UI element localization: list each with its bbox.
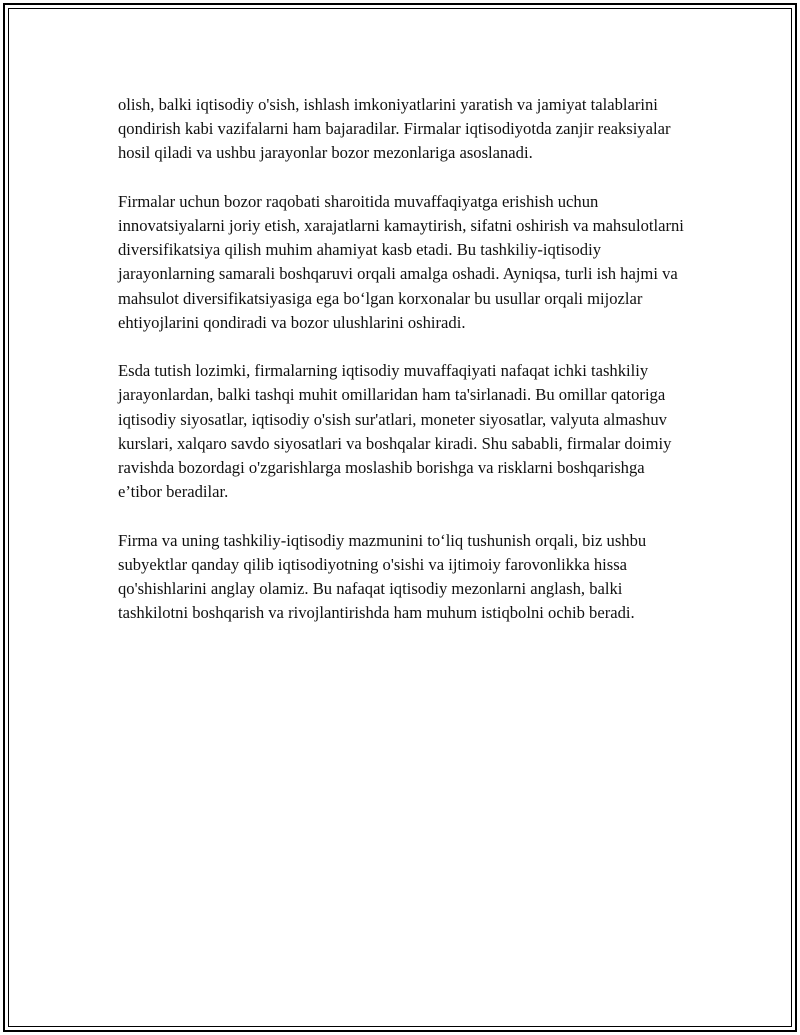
paragraph-3: Esda tutish lozimki, firmalarning iqtisodiy muvaffaqiyati nafaqat ichki tashkiliy jarayonlardan, balki tashqi muhit omillaridan ham ta'sirlanadi. Bu omillar qatoriga iqtisodiy siyosatlar, iqtisodiy o'sish sur'atlari, moneter siyosatlar, valyuta almashuv kurslari, xalqaro savdo siyosatlari va boshqalar kiradi. Shu sababli, firmalar doimiy ravishda bozordagi o'zgarishlarga moslashib borishga va risklarni boshqarishga e’tibor beradilar. [118, 361, 672, 502]
paragraph-2: Firmalar uchun bozor raqobati sharoitida muvaffaqiyatga erishish uchun innovatsiyalarni joriy etish, xarajatlarni kamaytirish, sifatni oshirish va mahsulotlarni diversifikatsiya qilish muhim ahamiyat kasb etadi. Bu tashkiliy-iqtisodiy jarayonlarning samarali boshqaruvi orqali amalga oshadi. Ayniqsa, turli ish hajmi va mahsulot diversifikatsiyasiga ega bo‘lgan korxonalar bu usullar orqali mijozlar ehtiyojlarini qondiradi va bozor ulushlarini oshiradi. [118, 191, 684, 332]
paragraph-4: Firma va uning tashkiliy-iqtisodiy mazmunini to‘liq tushunish orqali, biz ushbu subyektlar qanday qilib iqtisodiyotning o'sishi va ijtimoiy farovonlikka hissa qo'shishlarini anglay olamiz. Bu nafaqat iqtisodiy mezonlarni anglash, balki tashkilotni boshqarish va rivojlantirishda ham muhum istiqbolni ochib beradi. [118, 530, 647, 623]
paragraph-1: olish, balki iqtisodiy o'sish, ishlash imkoniyatlarini yaratish va jamiyat talablarini qondirish kabi vazifalarni ham bajaradilar. Firmalar iqtisodiyotda zanjir reaksiyalar hosil qiladi va ushbu jarayonlar bozor mezonlariga asoslanadi. [118, 95, 671, 163]
document-body [118, 93, 688, 650]
